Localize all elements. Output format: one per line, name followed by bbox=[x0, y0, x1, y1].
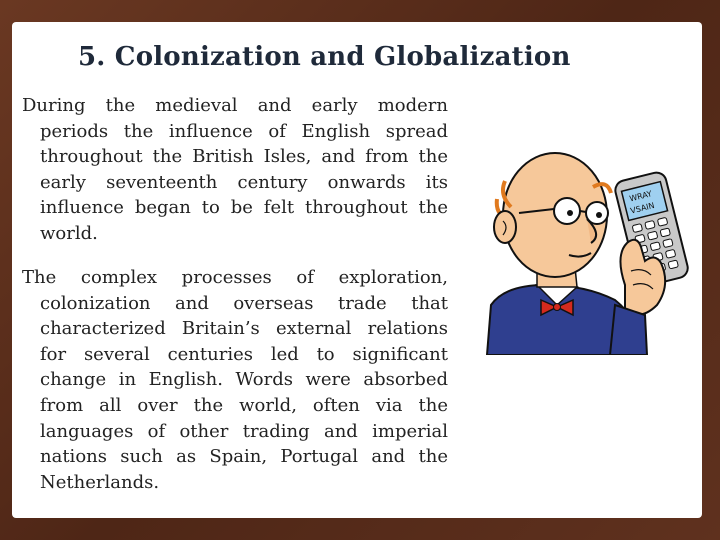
phone-screen-line-2: VSAIN bbox=[629, 200, 656, 216]
paragraph-1: During the medieval and early modern periods the influence of English spread throughout the British Isles, and from the early seventeenth century onwards its influence began to be felt throughout the world. bbox=[22, 95, 448, 244]
cartoon-man-with-phone-icon bbox=[475, 135, 700, 355]
paragraph-2: The complex processes of exploration, colonization and overseas trade that characterized Britain’s external relations for several centuries led to significant change in English. Words were absorbed from all over the world, often via the languages of other trading and imperial nations such as Spain, Portugal and the Netherlands. bbox=[22, 267, 448, 493]
phone-screen-line-1: WRAY bbox=[628, 189, 653, 204]
slide-title: 5. Colonization and Globalization bbox=[78, 42, 571, 72]
